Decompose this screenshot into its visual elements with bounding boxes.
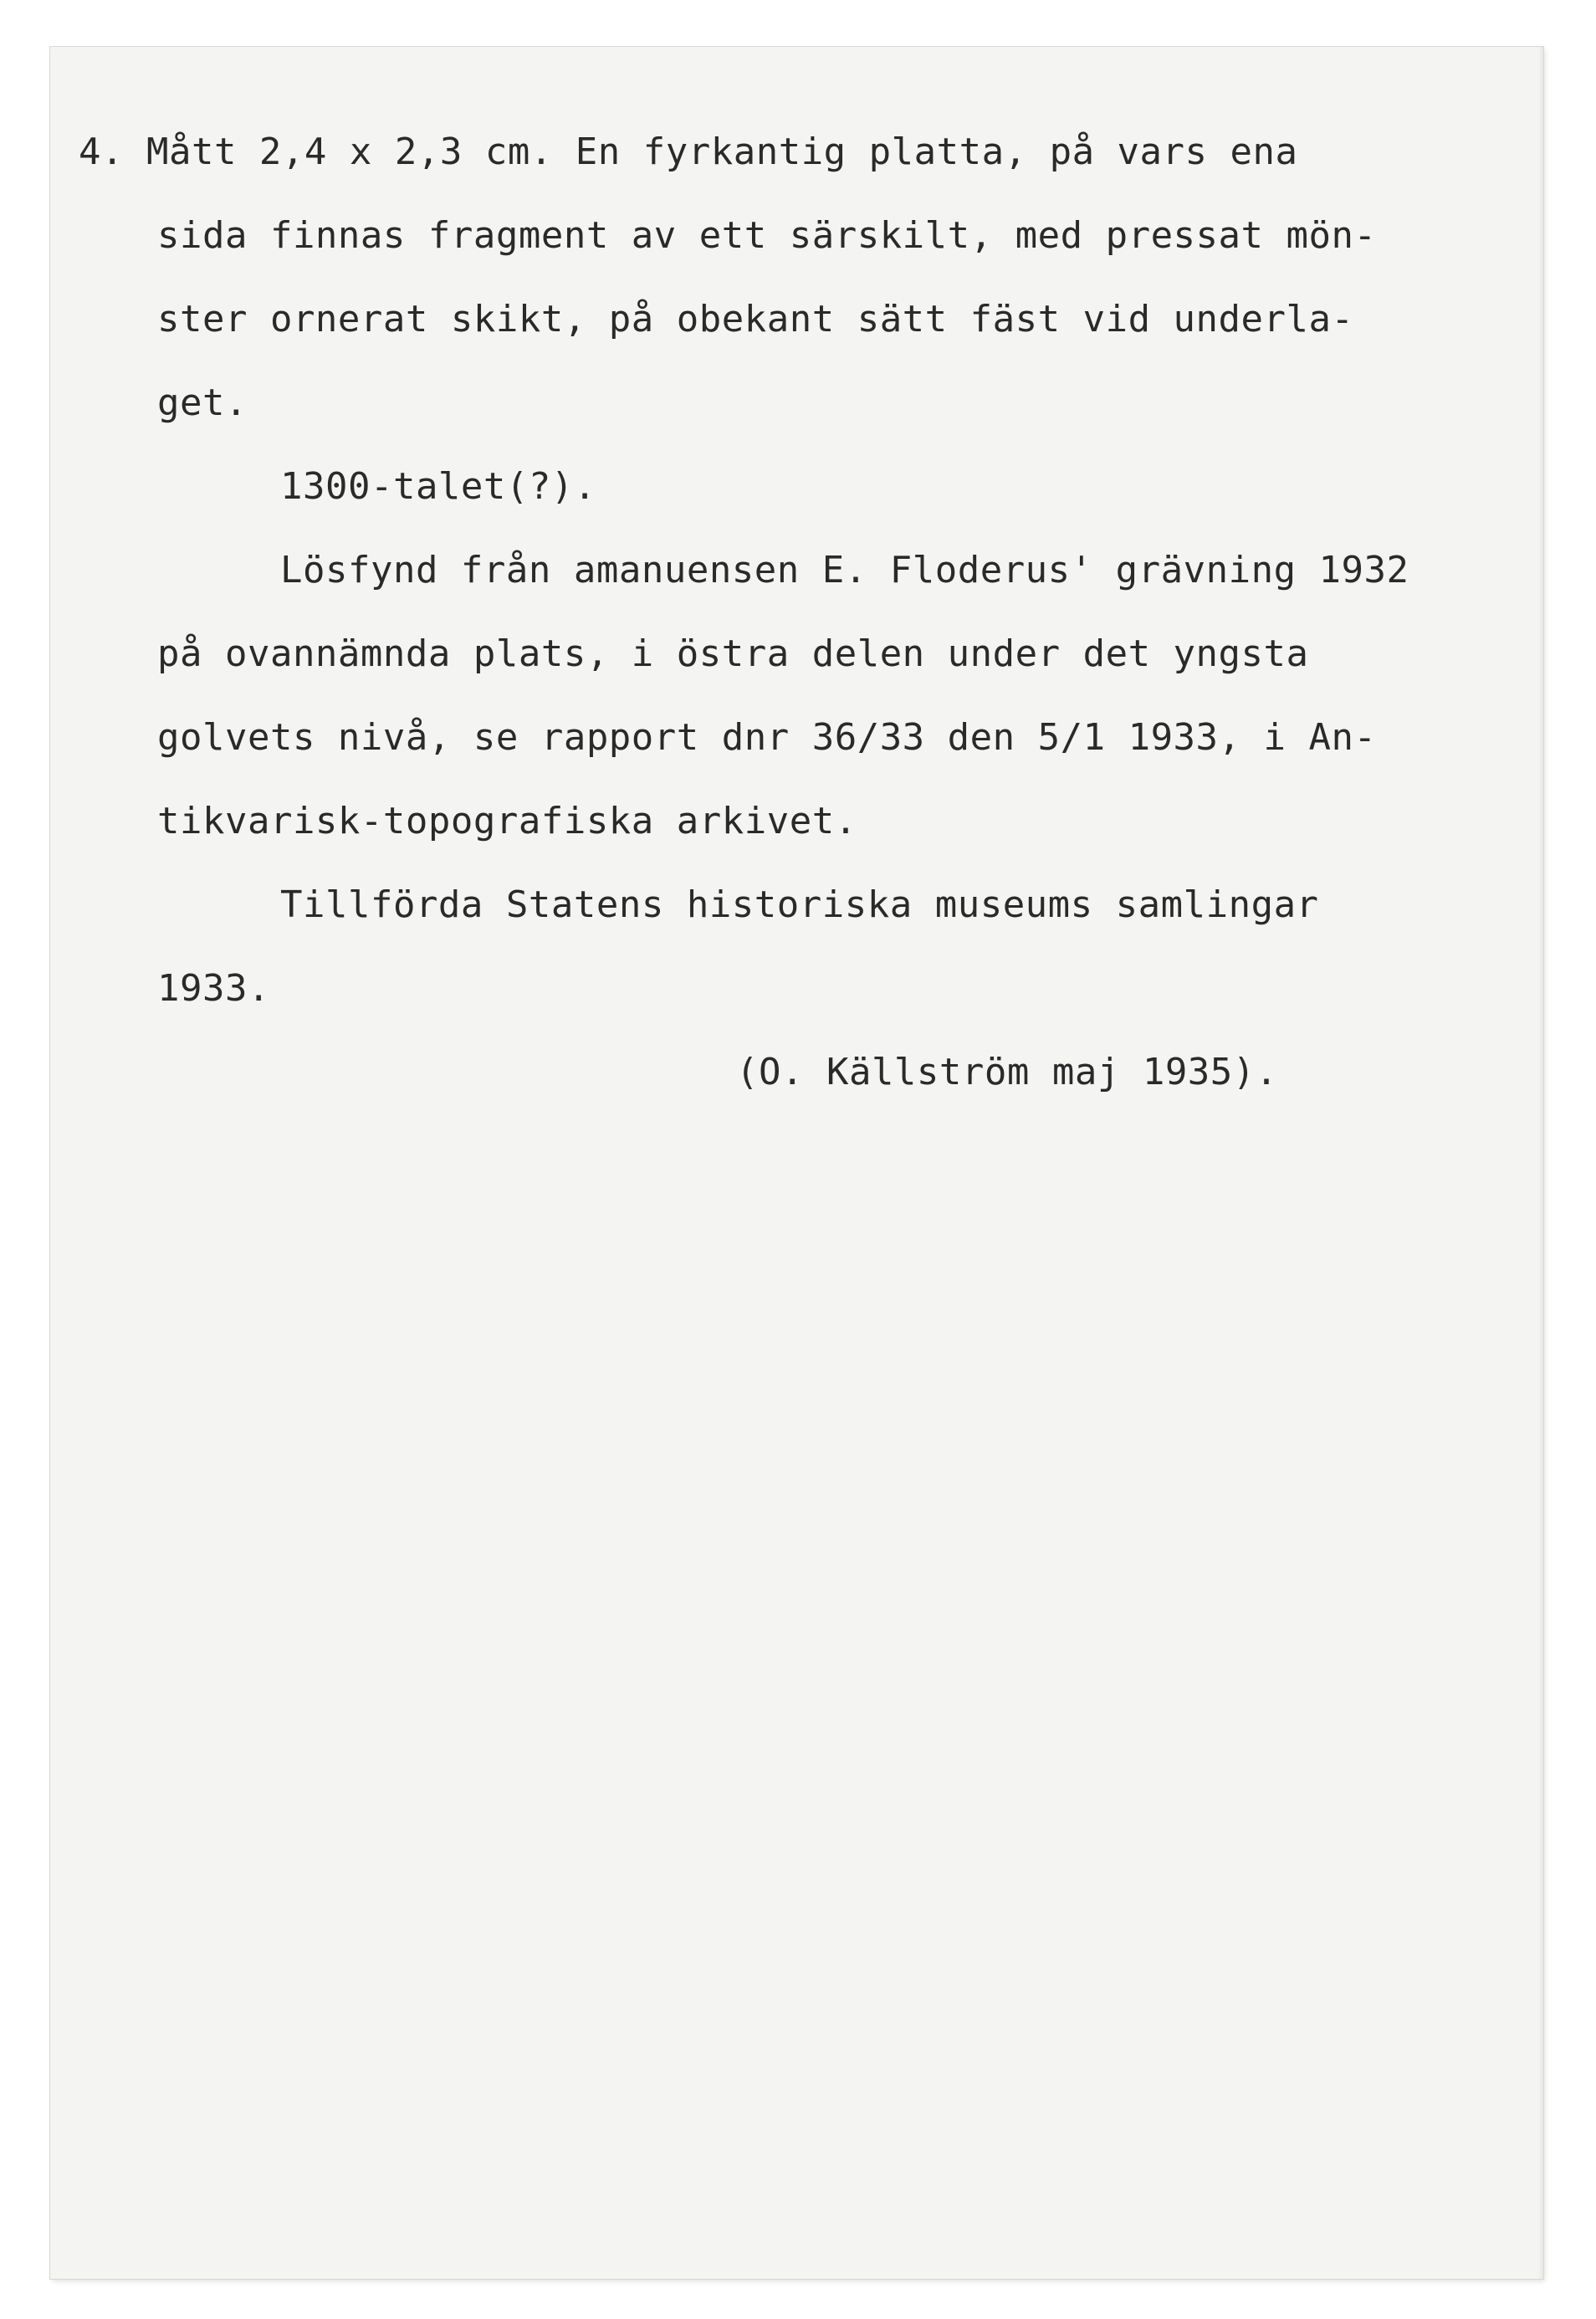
text-line-5: 1300-talet(?). (280, 465, 596, 508)
text-line-1: 4. Mått 2,4 x 2,3 cm. En fyrkantig platta, på vars ena (79, 131, 1298, 173)
text-line-9: tikvarisk-topografiska arkivet. (157, 800, 857, 842)
signature-line: (O. Källström maj 1935). (736, 1051, 1278, 1093)
text-line-4: get. (157, 381, 248, 424)
text-line-10: Tillförda Statens historiska museums samlingar (280, 883, 1319, 926)
paper-sheet (50, 47, 1543, 2279)
text-line-6: Lösfynd från amanuensen E. Floderus' grävning 1932 (280, 549, 1409, 591)
text-line-8: golvets nivå, se rapport dnr 36/33 den 5/1 1933, i An- (157, 716, 1377, 759)
text-line-2: sida finnas fragment av ett särskilt, med pressat mön- (157, 214, 1377, 257)
text-line-3: ster ornerat skikt, på obekant sätt fäst vid underla- (157, 298, 1354, 340)
text-line-7: på ovannämnda plats, i östra delen under det yngsta (157, 632, 1309, 675)
text-line-11: 1933. (157, 967, 270, 1010)
